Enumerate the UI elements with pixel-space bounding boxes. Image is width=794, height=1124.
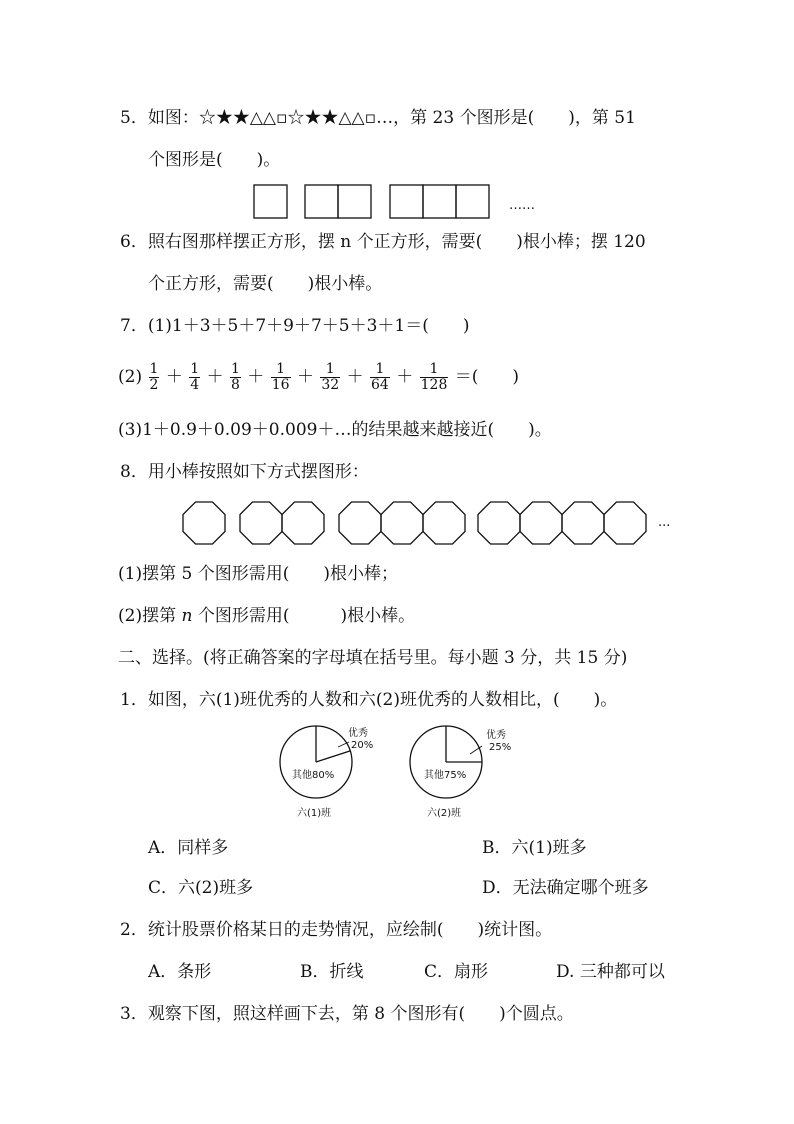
section2-heading: 二、选择。(将正确答案的字母填在括号里。每小题 3 分，共 15 分)	[118, 648, 628, 668]
mc1-option-b: B．六(1)班多	[482, 838, 587, 858]
octagon	[423, 502, 465, 544]
plus-sign: ＋	[296, 367, 314, 387]
octagon	[381, 502, 423, 544]
squares-ellipsis: ……	[509, 198, 535, 213]
plus-sign: ＋	[396, 367, 414, 387]
fraction: $\frac{1}{128}$	[420, 361, 448, 393]
octagon	[604, 502, 646, 544]
mc2-option-d: D. 三种都可以	[556, 962, 665, 982]
octagons-ellipsis: ...	[658, 515, 671, 530]
q8-title: 8．用小棒按照如下方式摆图形：	[120, 462, 369, 482]
fraction: $\frac{1}{16}$	[271, 361, 290, 393]
pie2-label-other: 其他75%	[424, 770, 467, 781]
octagon	[240, 502, 282, 544]
mc3-question: 3．观察下图，照这样画下去，第 8 个图形有( )个圆点。	[120, 1004, 574, 1024]
mc1-option-d: D．无法确定哪个班多	[482, 878, 649, 898]
pie1-pct-good: 20%	[351, 740, 374, 751]
plus-sign: ＋	[247, 367, 265, 387]
mc2-option-a: A．条形	[148, 962, 212, 982]
pie-chart-class2	[408, 722, 528, 832]
q8-sub2-n: n	[181, 606, 193, 626]
pie2-pct-good: 25%	[489, 742, 512, 753]
mc1-option-a: A．同样多	[148, 838, 229, 858]
q8-sub1: (1)摆第 5 个图形需用( )根小棒；	[118, 564, 398, 584]
pie1-caption: 六(1)班	[297, 808, 332, 819]
fraction: $\frac{1}{2}$	[149, 361, 159, 393]
pie2-label-good: 优秀	[486, 730, 506, 741]
octagon	[478, 502, 520, 544]
mc2-option-c: C．扇形	[424, 962, 489, 982]
pie1-label-good: 优秀	[348, 728, 368, 739]
q6-line2: 个正方形，需要( )根小棒。	[148, 274, 383, 294]
q8-sub2-a: (2)摆第	[118, 606, 182, 626]
q7-part3: (3)1＋0.9＋0.09＋0.009＋…的结果越来越接近( )。	[118, 420, 552, 440]
squares-figure	[250, 182, 550, 222]
q8-sub2	[118, 604, 415, 628]
mc1-option-c: C．六(2)班多	[148, 878, 254, 898]
plus-sign: ＋	[206, 367, 224, 387]
plus-sign: ＋	[165, 367, 183, 387]
q7-part2-prefix: (2)	[118, 367, 143, 387]
q7-part2-suffix: ＝( )	[454, 367, 520, 387]
octagon	[562, 502, 604, 544]
plus-sign: ＋	[346, 367, 364, 387]
mc1-question: 1．如图，六(1)班优秀的人数和六(2)班优秀的人数相比，( )。	[120, 690, 618, 710]
mc2-question: 2．统计股票价格某日的走势情况，应绘制( )统计图。	[120, 920, 553, 940]
q8-sub2-b: 个图形需用( )根小棒。	[192, 606, 416, 626]
mc2-option-b: B．折线	[300, 962, 364, 982]
q5-line2: 个图形是( )。	[148, 150, 281, 170]
q7-part1: 7．(1)1＋3＋5＋7＋9＋7＋5＋3＋1＝( )	[120, 316, 470, 336]
octagon	[520, 502, 562, 544]
octagon	[183, 502, 225, 544]
q7-part2	[118, 362, 519, 393]
q5-line1: 5．如图：☆★★△△▫☆★★△△▫…，第 23 个图形是( )，第 51	[120, 108, 636, 128]
q6-line1: 6．照右图那样摆正方形，摆 n 个正方形，需要( )根小棒；摆 120	[120, 232, 646, 252]
octagon	[282, 502, 324, 544]
pie-chart-class1	[278, 722, 398, 832]
octagons-figure	[180, 498, 700, 548]
pie1-label-other: 其他80%	[292, 770, 335, 781]
fraction: $\frac{1}{64}$	[370, 361, 389, 393]
pie2-caption: 六(2)班	[427, 808, 462, 819]
fraction: $\frac{1}{32}$	[321, 361, 340, 393]
octagon	[339, 502, 381, 544]
fraction: $\frac{1}{8}$	[230, 361, 240, 393]
fraction: $\frac{1}{4}$	[190, 361, 200, 393]
